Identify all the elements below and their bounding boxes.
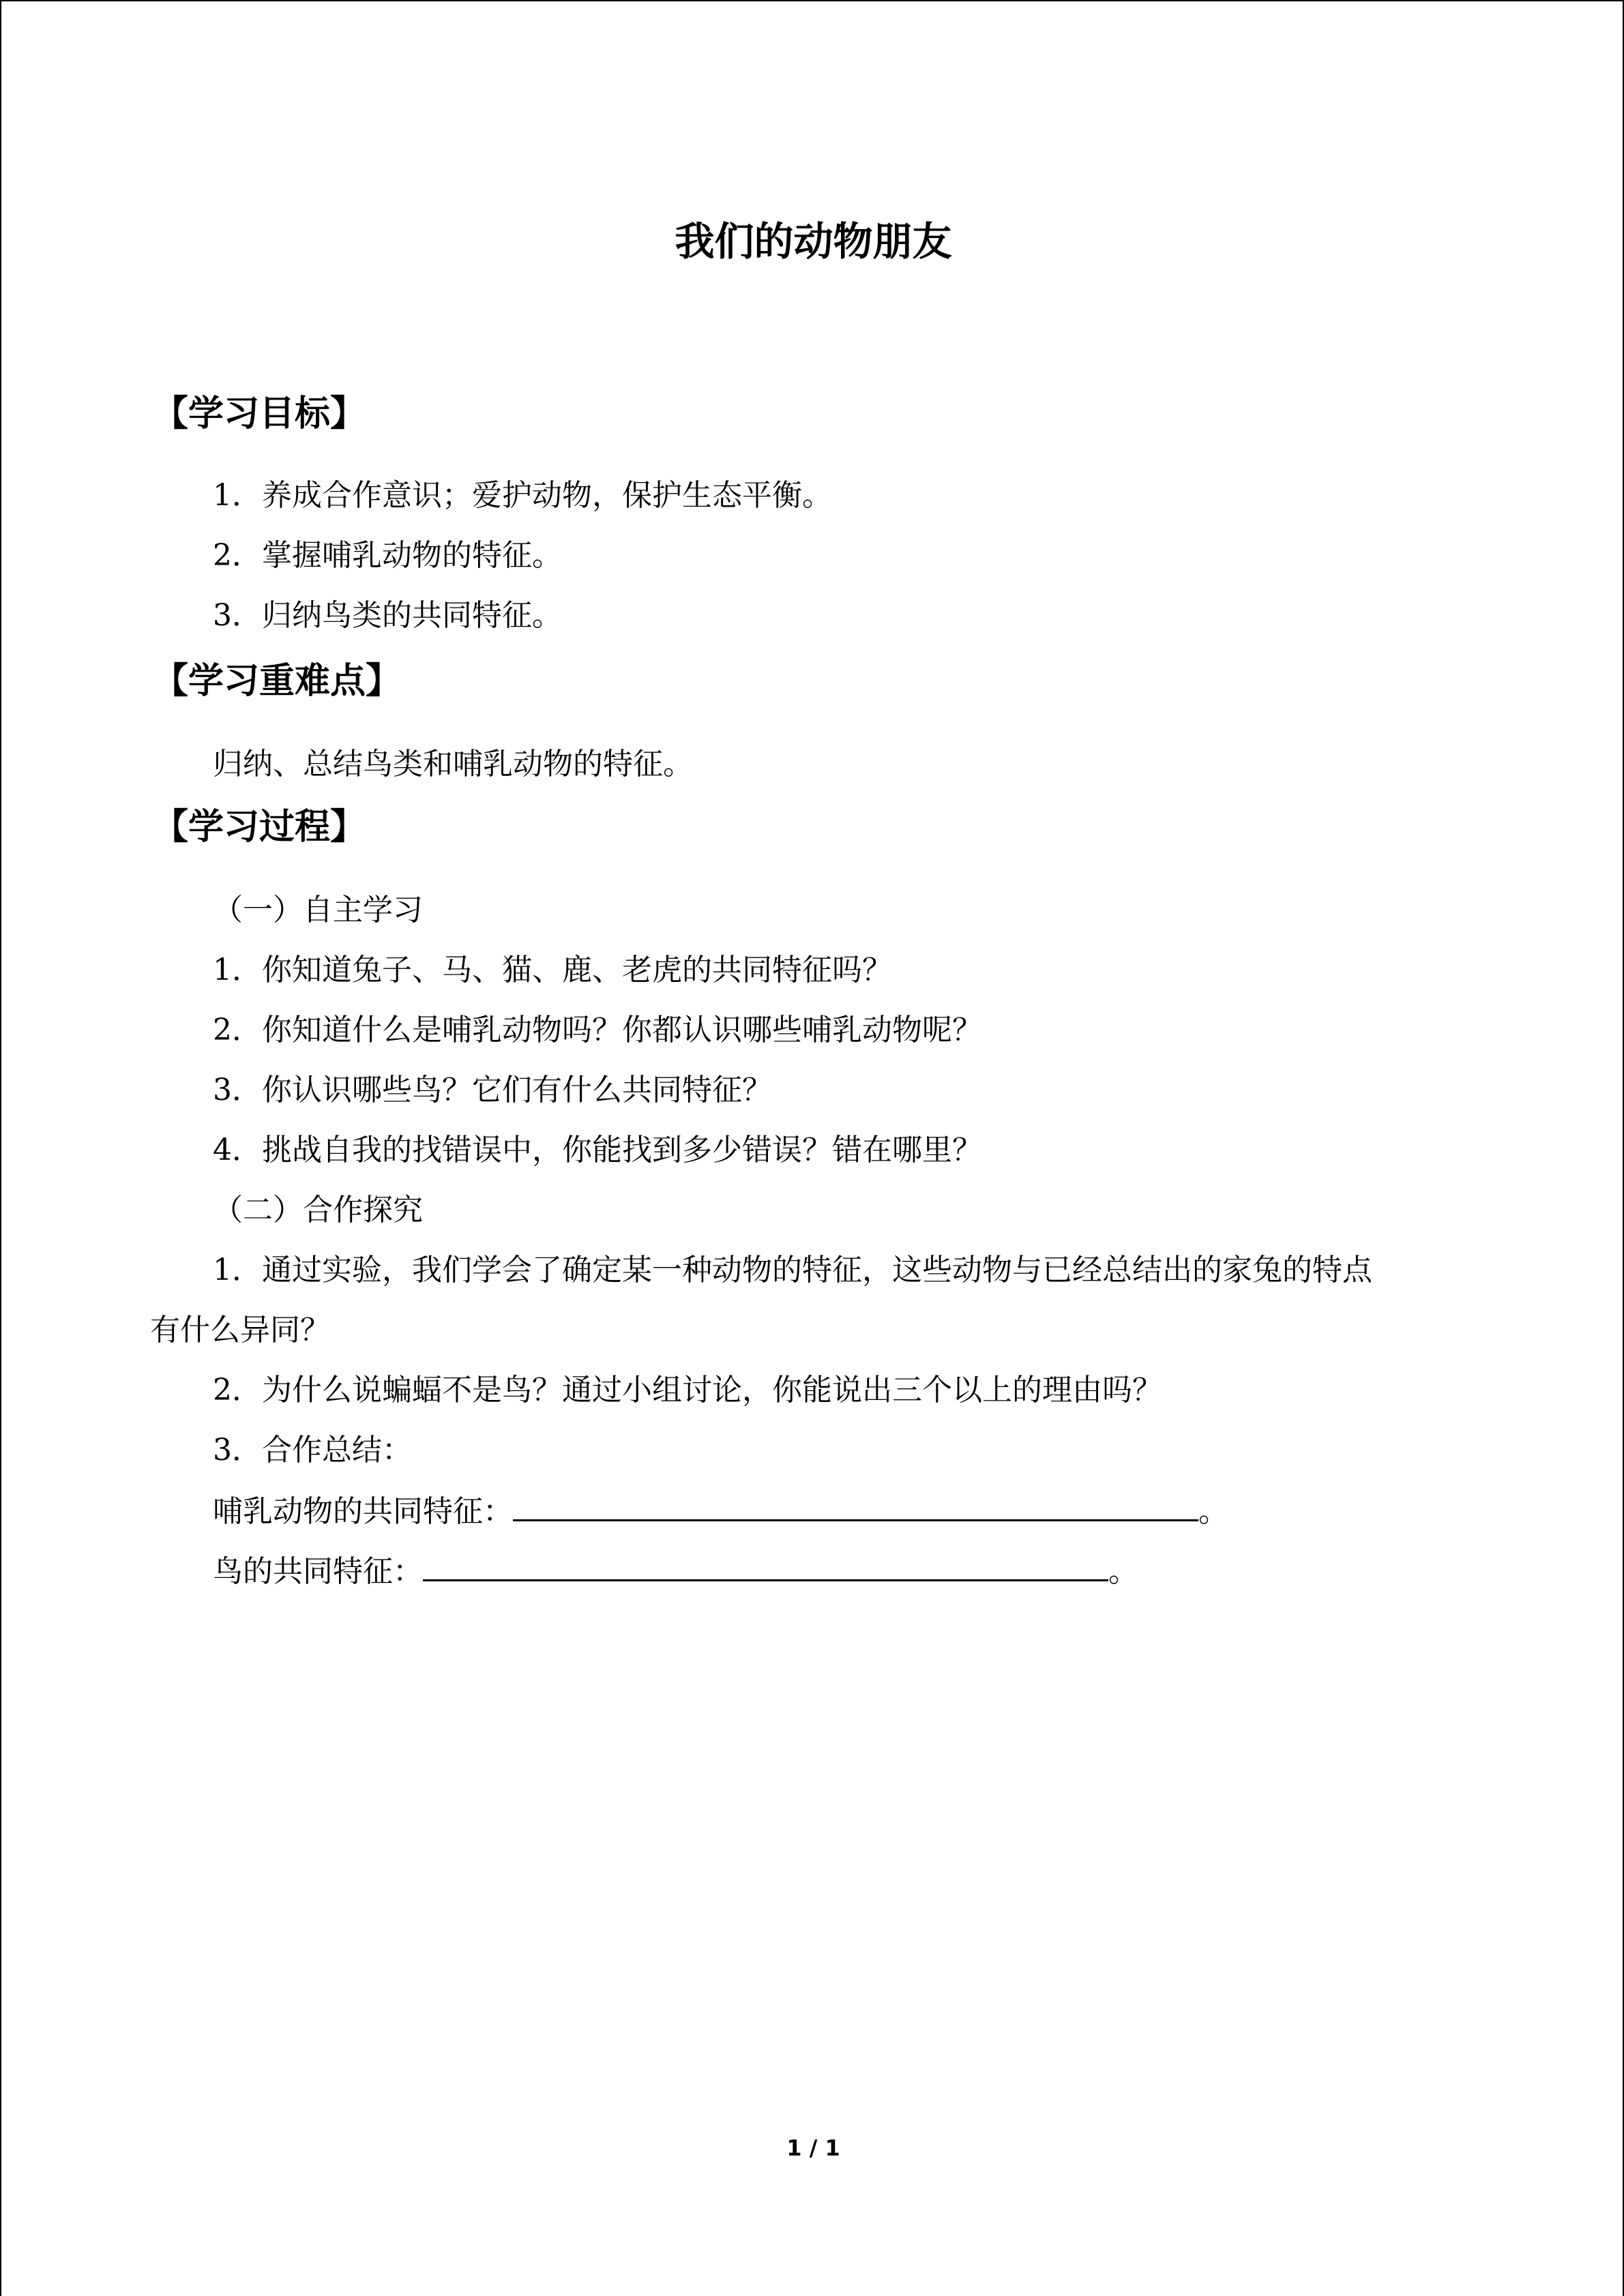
bird-features-label: 鸟的共同特征： [213, 1554, 423, 1589]
key-points-heading: 【学习重难点】 [153, 661, 402, 702]
objective-item: 2．掌握哺乳动物的特征。 [213, 538, 562, 573]
objective-item: 3．归纳鸟类的共同特征。 [213, 598, 562, 633]
cooperation-item-3: 3．合作总结： [213, 1433, 412, 1467]
bird-features-period: 。 [1108, 1554, 1138, 1589]
process-heading: 【学习过程】 [153, 807, 366, 848]
mammal-features-row [213, 1489, 1228, 1533]
page-title: 我们的动物朋友 [675, 218, 952, 265]
cooperation-label: （二）合作探究 [213, 1193, 423, 1227]
bird-features-blank[interactable] [423, 1549, 1108, 1581]
cooperation-item-1-continued: 有什么异同？ [150, 1313, 330, 1347]
mammal-features-blank[interactable] [513, 1489, 1198, 1521]
self-study-item: 2．你知道什么是哺乳动物吗？你都认识哪些哺乳动物呢？ [213, 1013, 982, 1047]
cooperation-item-1: 1．通过实验，我们学会了确定某一种动物的特征，这些动物与已经总结出的家兔的特点 [213, 1253, 1372, 1287]
page-number: 1 / 1 [786, 2135, 840, 2161]
mammal-features-label: 哺乳动物的共同特征： [213, 1494, 513, 1529]
bird-features-row [213, 1549, 1138, 1593]
self-study-item: 3．你认识哪些鸟？它们有什么共同特征？ [213, 1073, 772, 1107]
mammal-features-period: 。 [1198, 1494, 1228, 1529]
key-points-text: 归纳、总结鸟类和哺乳动物的特征。 [213, 747, 693, 781]
self-study-item: 1．你知道兔子、马、猫、鹿、老虎的共同特征吗？ [213, 953, 892, 987]
cooperation-item-2: 2．为什么说蝙蝠不是鸟？通过小组讨论，你能说出三个以上的理由吗？ [213, 1373, 1162, 1407]
self-study-item: 4．挑战自我的找错误中，你能找到多少错误？错在哪里？ [213, 1133, 982, 1167]
self-study-label: （一）自主学习 [213, 893, 423, 927]
objectives-heading: 【学习目标】 [153, 393, 366, 434]
objective-item: 1．养成合作意识；爱护动物，保护生态平衡。 [213, 478, 832, 513]
